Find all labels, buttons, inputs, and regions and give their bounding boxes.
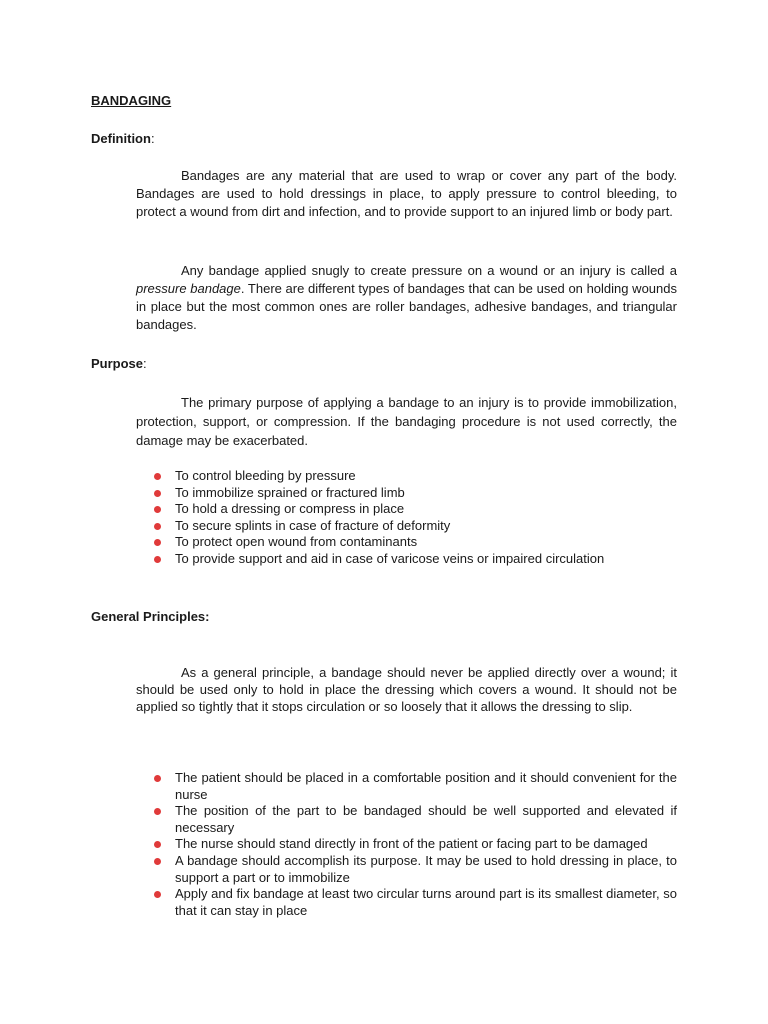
bullet-icon [154,556,161,563]
purpose-paragraph: The primary purpose of applying a bandage to an injury is to provide immobilization, protection, support, or compression. If the bandaging procedure is not used correctly, the damage may be exacerbated. [136,395,677,448]
definition-heading-colon: : [150,131,155,146]
bullet-icon [154,539,161,546]
bullet-icon [154,506,161,513]
list-item: Apply and fix bandage at least two circular turns around part is its smallest diameter, so that it can stay in place [154,886,677,919]
bullet-icon [154,490,161,497]
definition-paragraph-2-start: Any bandage applied snugly to create pressure on a wound or an injury is called a [181,263,677,278]
bullet-icon [154,858,161,865]
principles-list [154,770,677,919]
purpose-heading-colon: : [143,356,147,371]
pressure-bandage-term: pressure bandage [136,281,241,296]
list-item: To secure splints in case of fracture of deformity [154,518,684,535]
bullet-icon [154,841,161,848]
list-item: To control bleeding by pressure [154,468,684,485]
general-principles-heading: General Principles: [91,609,210,624]
bullet-icon [154,523,161,530]
definition-heading: Definition [91,131,151,146]
document-title: BANDAGING [91,93,172,108]
definition-heading-line [91,130,155,148]
list-item: The patient should be placed in a comfortable position and it should convenient for the nurse [154,770,677,803]
definition-paragraph-1: Bandages are any material that are used to wrap or cover any part of the body. Bandages are used to hold dressings in place, to apply pressure to control bleeding, to protect a wound from dirt and infection, and to provide support to an injured limb or body part. [136,168,677,219]
list-item: To protect open wound from contaminants [154,534,684,551]
purpose-heading: Purpose [91,356,144,371]
definition-paragraph-2 [136,262,677,334]
definition-paragraph-2-end: . There are different types of bandages that can be used on holding wounds in place but the most common ones are roller bandages, adhesive bandages, and triangular bandages. [136,281,677,332]
bullet-icon [154,473,161,480]
bullet-icon [154,775,161,782]
list-item: To hold a dressing or compress in place [154,501,684,518]
purpose-heading-line [91,355,147,373]
list-item: A bandage should accomplish its purpose. It may be used to hold dressing in place, to support a part or to immobilize [154,853,677,886]
list-item: The position of the part to be bandaged should be well supported and elevated if necessary [154,803,677,836]
principles-paragraph: As a general principle, a bandage should never be applied directly over a wound; it should be used only to hold in place the dressing which covers a wound. It should not be applied so tightly that it stops circulation or so loosely that it allows the dressing to slip. [136,665,677,714]
bullet-icon [154,891,161,898]
list-item: The nurse should stand directly in front of the patient or facing part to be damaged [154,836,677,853]
list-item: To provide support and aid in case of varicose veins or impaired circulation [154,551,684,568]
purpose-list [154,468,684,568]
bullet-icon [154,808,161,815]
list-item: To immobilize sprained or fractured limb [154,485,684,502]
